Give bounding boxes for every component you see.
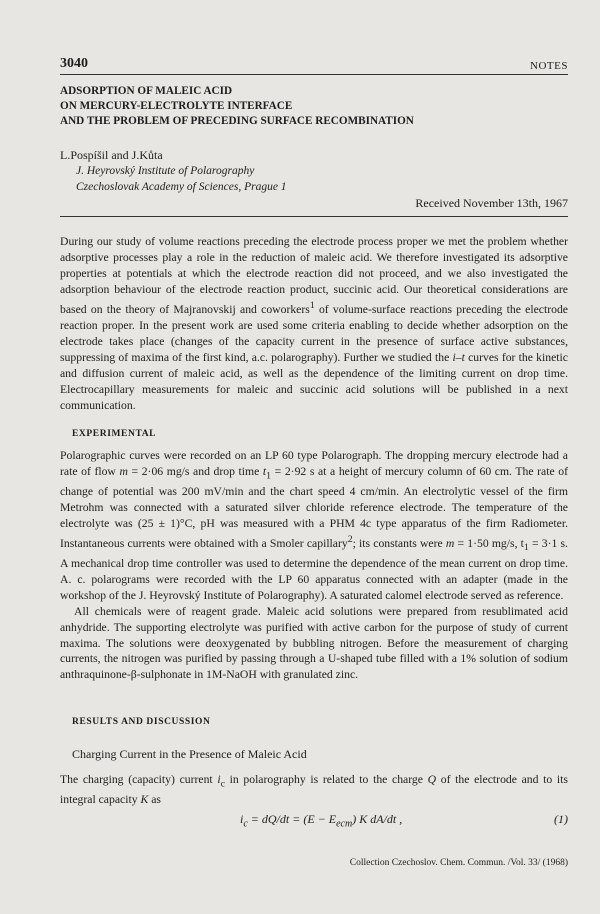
experimental-paragraph-2: All chemicals were of reagent grade. Maleic acid solutions were prepared from resublimated acid anhydride. The supporting electrolyte was purified with active carbon for the purpose of study of current maxima. The solutions were deoxygenated by bubbling nitrogen. Before the measurement of charging currents, the nitrogen was purified by passing through a U-shaped tube filled with a 1% solution of sodium anthraquinone-β-sulphonate in 1M-NaOH with granulated zinc. xyxy=(60,604,568,682)
affiliation-line-1: J. Heyrovský Institute of Polarography xyxy=(76,165,255,177)
header-rule xyxy=(60,74,568,75)
reference-2: 2 xyxy=(347,533,353,545)
journal-footer: Collection Czechoslov. Chem. Commun. /Vol. 33/ (1968) xyxy=(349,858,568,868)
received-date: Received November 13th, 1967 xyxy=(415,196,568,210)
title-line-1: ADSORPTION OF MALEIC ACID xyxy=(60,85,233,97)
results-heading: RESULTS AND DISCUSSION xyxy=(72,717,211,727)
results-subheading: Charging Current in the Presence of Maleic Acid xyxy=(72,747,307,761)
affiliation xyxy=(76,163,287,195)
abstract-text-1: During our study of volume reactions preceding the electrode process proper we met the problem whether adsorptive processes play a role in the reduction of maleic acid. We therefore investigated its adsorptive properties at potentials at which the electrode reaction did not proceed, and we also investigated the adsorption behaviour of the electrode reaction product, succinic acid. Our theoretical considerations are based on the theory of Majranovskij and coworkers xyxy=(60,235,568,316)
it-curves: i–t xyxy=(452,350,465,364)
page-number: 3040 xyxy=(60,56,88,71)
title-rule xyxy=(60,216,568,217)
authors: L.Pospíšil and J.Kůta xyxy=(60,148,163,162)
abstract xyxy=(60,234,568,414)
experimental-paragraph-1: Polarographic curves were recorded on an LP 60 type Polarograph. The dropping mercury electrode had a rate of flow m = 2·06 mg/s and drop time $t_1 = 2\cdot 92$ s at a height of mercury column of 60 cm. The rate of change of potential was 200 mV/min and the chart speed 4 cm/min. An electrolytic vessel of the firm Metrohm was connected with a saturated silver chloride reference electrode. The temperature of the electrolyte was (25 ± 1)°C, pH was measured with a PHM 4c type apparatus of the firm Radiometer. Instantaneous currents were obtained with a Smoler capillary$^2$; its constants were m = 1·50 mg/s, $t_1 = 3\cdot 1$ s. A mechanical drop time controller was used to determine the dependence of the mean current on drop time. A. c. polarograms were recorded with the LP 60 apparatus connected with an adapter (made in the workshop of the J. Heyrovský Institute of Polarography). A saturated calomel electrode served as reference. xyxy=(60,449,568,602)
reference-1: 1 xyxy=(309,300,315,311)
article-title xyxy=(60,84,580,129)
equation-number: (1) xyxy=(554,812,568,826)
abstract-text-3: curves for the kinetic and diffusion current of maleic acid, as well as the dependence of the limiting current on drop time. Electrocapillary measurements for maleic and succinic acid solutions will be published in a next communication. xyxy=(60,350,568,412)
title-line-2: ON MERCURY-ELECTROLYTE INTERFACE xyxy=(60,100,293,112)
experimental-heading: EXPERIMENTAL xyxy=(72,429,157,439)
affiliation-line-2: Czechoslovak Academy of Sciences, Prague 1 xyxy=(76,181,287,193)
equation-1: $i_c = dQ/dt = (E - E_{ecm})$ K dA/dt , xyxy=(240,812,403,830)
results-paragraph: The charging (capacity) current $i_c$ in polarography is related to the charge Q of the electrode and to its integral capacity K as xyxy=(60,773,568,807)
title-line-3: AND THE PROBLEM OF PRECEDING SURFACE RECOMBINATION xyxy=(60,115,414,127)
section-name: NOTES xyxy=(530,60,568,72)
experimental-body xyxy=(60,448,568,683)
abstract-text-2: of volume-surface reactions preceding the electrode reaction proper. In the present work are used some criteria enabling to decide whether adsorption on the electrode takes place (changes of the capacity current in the presence of surface active substances, suppressing of maxima of the first kind, a.c. polarography). Further we studied the xyxy=(60,302,568,364)
